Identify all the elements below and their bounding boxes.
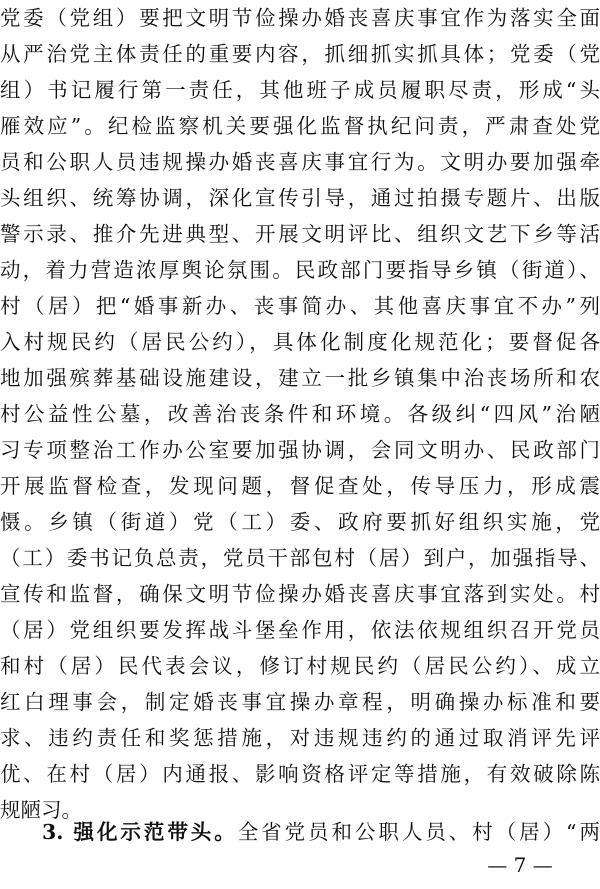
body-text-line: 求、违约责任和奖惩措施，对违规违约的通过取消评先评: [0, 726, 600, 750]
body-text-line: 地加强殡葬基础设施建设，建立一批乡镇集中治丧场所和农: [0, 366, 600, 390]
body-text-line: 动，着力营造浓厚舆论氛围。民政部门要指导乡镇（街道）、: [0, 258, 600, 282]
body-text-line: 员和公职人员违规操办婚丧喜庆事宜行为。文明办要加强牵: [0, 150, 600, 174]
body-text-line: 习专项整治工作办公室要加强协调，会同文明办、民政部门: [0, 438, 600, 462]
page-number: — 7 —: [487, 853, 553, 877]
body-text-line: 党委（党组）要把文明节俭操办婚丧喜庆事宜作为落实全面: [0, 6, 600, 30]
body-text-line: 优、在村（居）内通报、影响资格评定等措施，有效破除陈: [0, 762, 600, 786]
body-text-line: 入村规民约（居民公约），具体化制度化规范化；要督促各: [0, 330, 600, 354]
body-text-line: 宣传和监督，确保文明节俭操办婚丧喜庆事宜落到实处。村: [0, 582, 600, 606]
body-text-line: 村（居）把“婚事新办、丧事简办、其他喜庆事宜不办”列: [0, 294, 600, 318]
body-text-line: 红白理事会，制定婚丧事宜操办章程，明确操办标准和要: [0, 690, 600, 714]
section-text: 全省党员和公职人员、村（居）“两: [237, 820, 600, 844]
body-text-line: （居）党组织要发挥战斗堡垒作用，依法依规组织召开党员: [0, 618, 600, 642]
section-heading-line: [42, 814, 600, 850]
body-text-line: 和村（居）民代表会议，修订村规民约（居民公约）、成立: [0, 654, 600, 678]
body-text-line: （工）委书记负总责，党员干部包村（居）到户，加强指导、: [0, 546, 600, 570]
body-text-line: 规陋习。: [0, 798, 82, 822]
body-text-line: 警示录、推介先进典型、开展文明评比、组织文艺下乡等活: [0, 222, 600, 246]
body-text-line: 从严治党主体责任的重要内容，抓细抓实抓具体；党委（党: [0, 42, 600, 66]
body-text-line: 开展监督检查，发现问题，督促查处，传导压力，形成震: [0, 474, 600, 498]
section-heading: 3. 强化示范带头。: [42, 820, 238, 844]
body-text-line: 组）书记履行第一责任，其他班子成员履职尽责，形成“头: [0, 78, 600, 102]
body-text-line: 雁效应”。纪检监察机关要强化监督执纪问责，严肃查处党: [0, 114, 600, 138]
body-text-line: 村公益性公墓，改善治丧条件和环境。各级纠“四风”治陋: [0, 402, 600, 426]
body-text-line: 头组织、统筹协调，深化宣传引导，通过拍摄专题片、出版: [0, 186, 600, 210]
body-text-line: 慑。乡镇（街道）党（工）委、政府要抓好组织实施，党: [0, 510, 600, 534]
